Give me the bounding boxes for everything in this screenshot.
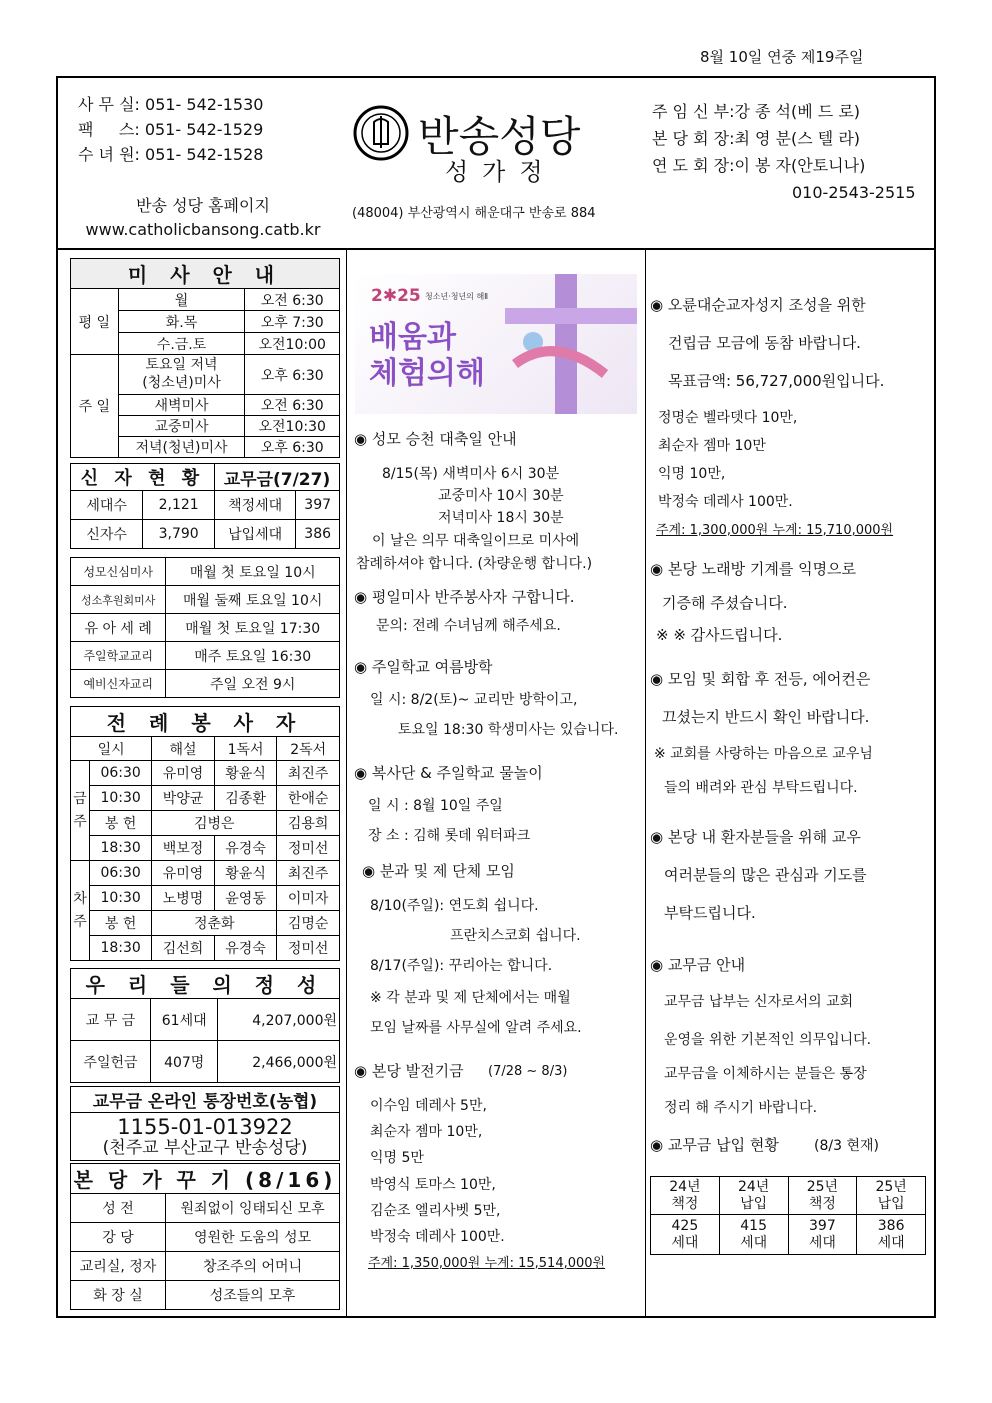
offering-table [70, 968, 340, 1083]
meeting-time: 매주 토요일 16:30 [166, 642, 340, 670]
shrine-donor: 박정숙 데레사 100만. [658, 494, 793, 510]
group-line: 8/10(주일): 연도회 쉽니다. [370, 898, 539, 914]
shrine-line: 목표금액: 56,727,000원입니다. [668, 372, 885, 390]
church-subtitle: 성가정 [445, 158, 557, 186]
server-time: 봉 헌 [90, 911, 152, 936]
sick-line: 여러분들의 많은 관심과 기도를 [664, 866, 867, 884]
mass-time: 오후 6:30 [245, 355, 340, 395]
fund-title: ◉ 본당 발전기금 [354, 1062, 464, 1080]
server-time: 봉 헌 [90, 811, 152, 836]
homepage-label: 반송 성당 홈페이지 [136, 196, 270, 215]
offering-count: 407명 [150, 1041, 217, 1083]
server-name: 김선희 [152, 936, 215, 961]
power-line: ※ 교회를 사랑하는 마음으로 교우님 [654, 746, 873, 762]
server-name: 박양균 [152, 786, 215, 811]
server-name: 황윤식 [214, 861, 277, 886]
assessed-label: 책정세대 [214, 491, 295, 520]
status-head: 25년 책정 [788, 1177, 857, 1215]
account-table [70, 1086, 340, 1161]
assumption-line: 교중미사 10시 30분 [438, 488, 564, 504]
assumption-line: 8/15(목) 새벽미사 6시 30분 [382, 466, 560, 482]
decor-patron: 창조주의 어머니 [166, 1252, 340, 1281]
power-line: ◉ 모임 및 회합 후 전등, 에어컨은 [650, 670, 871, 688]
server-name: 노병명 [152, 886, 215, 911]
shrine-donor: 최순자 젬마 10만 [658, 438, 766, 454]
header-divider [56, 248, 936, 250]
decor-patron: 성조들의 모후 [166, 1281, 340, 1310]
church-address: (48004) 부산광역시 해운대구 반송로 884 [352, 206, 596, 221]
elders-phone: 010-2543-2515 [792, 183, 916, 202]
members-title: 신 자 현 황 [71, 464, 215, 491]
server-name: 유경숙 [214, 936, 277, 961]
due-line: 운영을 위한 기본적인 의무입니다. [664, 1032, 872, 1048]
karaoke-line: 기증해 주셨습니다. [662, 594, 788, 612]
fund-donor: 김순조 엘리사벳 5만, [370, 1203, 501, 1219]
meetings-table [70, 557, 340, 698]
fund-donor: 익명 5만 [370, 1150, 424, 1166]
organ-title: ◉ 평일미사 반주봉사자 구합니다. [354, 588, 575, 606]
camp-title: ◉ 주일학교 여름방학 [354, 658, 493, 676]
shrine-donor: 익명 10만, [658, 466, 726, 482]
meeting-name: 유 아 세 례 [71, 614, 166, 642]
offering-label: 교 무 금 [71, 999, 151, 1041]
members-table [70, 463, 340, 549]
shrine-line: 건립금 모금에 동참 바랍니다. [668, 334, 861, 352]
water-line: 장 소 : 김해 롯데 워터파크 [368, 828, 531, 844]
assumption-title: ◉ 성모 승천 대축일 안내 [354, 430, 517, 448]
mass-time: 오후 7:30 [245, 311, 340, 333]
power-line: 끄셨는지 반드시 확인 바랍니다. [662, 708, 870, 726]
server-time: 10:30 [90, 886, 152, 911]
fund-donor: 박영식 토마스 10만, [370, 1177, 496, 1193]
group-line: ※ 각 분과 및 제 단체에서는 매월 [370, 990, 571, 1006]
server-name: 최진주 [277, 861, 340, 886]
mass-time: 오전 6:30 [245, 395, 340, 416]
server-name: 최진주 [277, 761, 340, 786]
offering-amount: 2,466,000원 [218, 1041, 340, 1083]
church-name: 반송성당 [418, 112, 581, 161]
status-head: 25년 납입 [857, 1177, 926, 1215]
group-line: 8/17(주일): 꾸리아는 합니다. [370, 958, 553, 974]
server-name: 윤영동 [214, 886, 277, 911]
youth-year-banner [355, 274, 637, 414]
decor-patron: 원죄없이 잉태되신 모후 [166, 1194, 340, 1223]
camp-line: 토요일 18:30 학생미사는 있습니다. [398, 722, 619, 738]
banner-line2: 체험의해 [369, 356, 485, 391]
meeting-name: 예비신자교리 [71, 670, 166, 698]
mass-day: 월 [118, 289, 245, 311]
bulletin-date: 8월 10일 연중 제19주일 [700, 48, 864, 66]
offering-amount: 4,207,000원 [218, 999, 340, 1041]
mass-time: 오전10:00 [245, 333, 340, 355]
account-number[interactable]: 1155-01-013922 [117, 1114, 293, 1139]
server-time: 06:30 [90, 861, 152, 886]
status-head: 24년 책정 [651, 1177, 720, 1215]
group-line: 프란치스코회 쉽니다. [450, 928, 581, 944]
water-title: ◉ 복사단 & 주일학교 물놀이 [354, 764, 543, 782]
paid-value: 386 [296, 520, 340, 549]
convent-phone: 수 녀 원: 051- 542-1528 [78, 145, 264, 164]
organ-line: 문의: 전례 수녀님께 해주세요. [376, 618, 561, 634]
contact-block [78, 92, 263, 167]
mass-time: 오전 6:30 [245, 289, 340, 311]
due-title: 교무금(7/27) [214, 464, 339, 491]
mass-day: 화.목 [118, 311, 245, 333]
offering-title: 우 리 들 의 정 성 [71, 969, 340, 999]
mass-day: 수.금.토 [118, 333, 245, 355]
banner-small: 청소년·청년의 해Ⅱ [425, 292, 489, 301]
mass-table [70, 258, 340, 458]
fund-donor: 박정숙 데레사 100만. [370, 1229, 505, 1245]
decor-place: 화 장 실 [71, 1281, 166, 1310]
col-header: 1독서 [214, 737, 277, 761]
decor-table [70, 1163, 340, 1310]
assessed-value: 397 [296, 491, 340, 520]
banner-year: 2✱25 [371, 286, 421, 306]
status-value: 415 세대 [719, 1215, 788, 1255]
server-name: 김종환 [214, 786, 277, 811]
mass-day: 토요일 저녁 (청소년)미사 [118, 355, 245, 395]
decor-place: 강 당 [71, 1223, 166, 1252]
status-value: 425 세대 [651, 1215, 720, 1255]
status-date: (8/3 현재) [814, 1138, 879, 1154]
church-logo-icon [352, 104, 410, 162]
server-time: 06:30 [90, 761, 152, 786]
banner-line1: 배움과 [369, 320, 456, 355]
account-holder: (천주교 부산교구 반송성당) [102, 1137, 308, 1158]
server-name: 정춘화 [152, 911, 277, 936]
servers-title: 전 례 봉 사 자 [71, 707, 340, 737]
fund-total: 주계: 1,350,000원 누계: 15,514,000원 [368, 1256, 606, 1271]
server-name: 정미선 [277, 836, 340, 861]
column-divider-1 [346, 250, 347, 1316]
assumption-line: 이 날은 의무 대축일이므로 미사에 [372, 533, 580, 549]
group-title: ◉ 분과 및 제 단체 모임 [362, 862, 515, 880]
meeting-time: 매월 첫 토요일 17:30 [166, 614, 340, 642]
households-label: 세대수 [71, 491, 143, 520]
meeting-name: 주일학교교리 [71, 642, 166, 670]
mass-day: 저녁(청년)미사 [118, 437, 245, 458]
members-label: 신자수 [71, 520, 143, 549]
decor-title: 본 당 가 꾸 기 (8/16) [71, 1164, 340, 1194]
camp-line: 일 시: 8/2(토)~ 교리만 방학이고, [370, 692, 578, 708]
sick-line: 부탁드립니다. [664, 904, 756, 922]
server-name: 백보정 [152, 836, 215, 861]
server-name: 김병은 [152, 811, 277, 836]
mass-time: 오후 6:30 [245, 437, 340, 458]
sunday-label: 주 일 [71, 355, 119, 458]
meeting-name: 성소후원회미사 [71, 586, 166, 614]
fax-number: 팩 스: 051- 542-1529 [78, 120, 264, 139]
fund-donor: 최순자 젬마 10만, [370, 1124, 483, 1140]
pastor: 주 임 신 부:강 종 석(베 드 로) [652, 102, 861, 121]
servers-table [70, 706, 340, 961]
shrine-line: ◉ 오륜대순교자성지 조성을 위한 [650, 296, 866, 314]
karaoke-line: ◉ 본당 노래방 기계를 익명으로 [650, 560, 857, 578]
households-value: 2,121 [143, 491, 215, 520]
next-week-label: 차 주 [71, 861, 90, 961]
status-value: 386 세대 [857, 1215, 926, 1255]
fund-donor: 이수임 데레사 5만, [370, 1098, 487, 1114]
cross-figure-icon [505, 274, 637, 414]
meeting-time: 매월 둘째 토요일 10시 [166, 586, 340, 614]
server-time: 18:30 [90, 836, 152, 861]
council-president: 본 당 회 장:최 영 분(스 텔 라) [652, 129, 861, 148]
meeting-name: 성모신심미사 [71, 558, 166, 586]
col-header: 해설 [152, 737, 215, 761]
mass-title: 미 사 안 내 [71, 259, 340, 289]
server-name: 황윤식 [214, 761, 277, 786]
members-value: 3,790 [143, 520, 215, 549]
homepage-link[interactable]: www.catholicbansong.catb.kr [85, 220, 321, 239]
due-line: 교무금을 이체하시는 분들은 통장 [664, 1066, 867, 1082]
server-name: 이미자 [277, 886, 340, 911]
server-name: 유경숙 [214, 836, 277, 861]
server-time: 18:30 [90, 936, 152, 961]
shrine-total: 주계: 1,300,000원 누계: 15,710,000원 [656, 523, 894, 538]
karaoke-line: ※ ※ 감사드립니다. [656, 626, 783, 644]
weekday-label: 평 일 [71, 289, 119, 355]
meeting-time: 매월 첫 토요일 10시 [166, 558, 340, 586]
col-header: 2독서 [277, 737, 340, 761]
meeting-time: 주일 오전 9시 [166, 670, 340, 698]
server-name: 한애순 [277, 786, 340, 811]
this-week-label: 금 주 [71, 761, 90, 861]
server-name: 김명순 [277, 911, 340, 936]
paid-label: 납입세대 [214, 520, 295, 549]
mass-day: 교중미사 [118, 416, 245, 437]
assumption-line: 저녁미사 18시 30분 [438, 510, 564, 526]
homepage-block [68, 194, 338, 242]
offering-count: 61세대 [150, 999, 217, 1041]
decor-place: 교리실, 정자 [71, 1252, 166, 1281]
mass-time: 오전10:30 [245, 416, 340, 437]
elders-president: 연 도 회 장:이 봉 자(안토니나) [652, 156, 866, 175]
power-line: 들의 배려와 관심 부탁드립니다. [664, 780, 858, 796]
due-status-table [650, 1176, 926, 1255]
status-head: 24년 납입 [719, 1177, 788, 1215]
status-title: ◉ 교무금 납입 현황 [650, 1136, 779, 1154]
decor-patron: 영원한 도움의 성모 [166, 1223, 340, 1252]
group-line: 모임 날짜를 사무실에 알려 주세요. [370, 1020, 582, 1036]
server-name: 유미영 [152, 861, 215, 886]
offering-label: 주일헌금 [71, 1041, 151, 1083]
column-divider-2 [645, 250, 646, 1316]
due-line: 교무금 납부는 신자로서의 교회 [664, 994, 854, 1010]
decor-place: 성 전 [71, 1194, 166, 1223]
account-title: 교무금 온라인 통장번호(농협) [71, 1087, 340, 1113]
fund-period: (7/28 ~ 8/3) [488, 1064, 568, 1079]
due-title: ◉ 교무금 안내 [650, 956, 746, 974]
due-line: 정리 해 주시기 바랍니다. [664, 1100, 818, 1116]
server-time: 10:30 [90, 786, 152, 811]
sick-line: ◉ 본당 내 환자분들을 위해 교우 [650, 828, 861, 846]
shrine-donor: 정명순 벨라뎃다 10만, [658, 410, 798, 426]
assumption-line: 참례하셔야 합니다. (차량운행 합니다.) [356, 556, 593, 572]
staff-block [652, 98, 916, 206]
server-name: 김용희 [277, 811, 340, 836]
server-name: 정미선 [277, 936, 340, 961]
col-header: 일시 [71, 737, 152, 761]
water-line: 일 시 : 8월 10일 주일 [368, 798, 503, 814]
server-name: 유미영 [152, 761, 215, 786]
office-phone: 사 무 실: 051- 542-1530 [78, 95, 264, 114]
mass-day: 새벽미사 [118, 395, 245, 416]
status-value: 397 세대 [788, 1215, 857, 1255]
